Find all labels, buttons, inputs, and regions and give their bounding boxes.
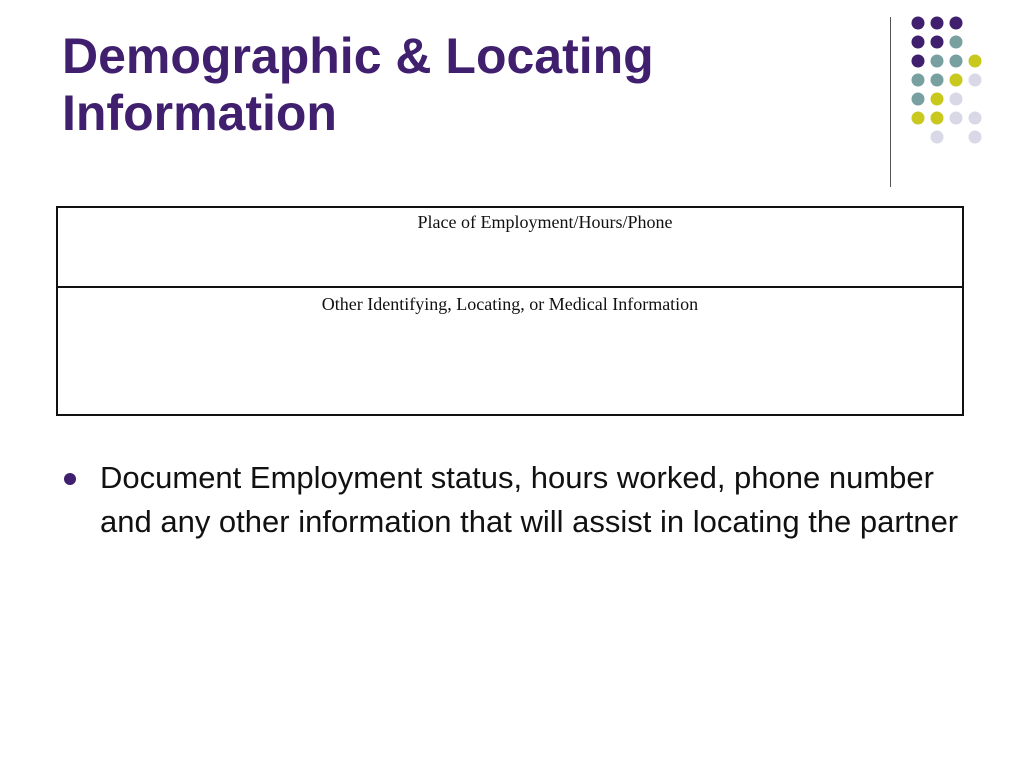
employment-row	[58, 208, 962, 288]
partner-info-form	[56, 206, 964, 416]
decorative-dot-olive	[931, 112, 944, 125]
decorative-dot-olive	[950, 74, 963, 87]
slide-title-line-2: Information	[62, 85, 337, 141]
slide-title	[62, 28, 842, 142]
decorative-dot-teal	[931, 55, 944, 68]
decorative-dot-olive	[969, 55, 982, 68]
decorative-dot-olive	[912, 112, 925, 125]
decorative-dot-olive	[931, 93, 944, 106]
bullet-text: Document Employment status, hours worked, phone number and any other information that will assist in locating the partner	[100, 460, 959, 539]
decorative-dot-lavender	[950, 112, 963, 125]
decorative-dot-teal	[950, 55, 963, 68]
decorative-dot-purple	[912, 36, 925, 49]
bullet-dot-icon	[64, 473, 76, 485]
decorative-dot-lavender	[950, 93, 963, 106]
employment-row-label: Place of Employment/Hours/Phone	[417, 212, 673, 232]
decorative-dot-teal	[912, 93, 925, 106]
decorative-dot-lavender	[969, 131, 982, 144]
other-info-row	[58, 288, 962, 414]
decorative-dot-lavender	[969, 74, 982, 87]
decorative-dot-teal	[931, 74, 944, 87]
other-info-row-label: Other Identifying, Locating, or Medical Information	[321, 294, 699, 314]
decorative-dot-teal	[950, 36, 963, 49]
decorative-dot-purple	[912, 55, 925, 68]
slide-title-line-1: Demographic & Locating	[62, 28, 654, 84]
decorative-dot-purple	[950, 17, 963, 30]
decorative-dot-teal	[912, 74, 925, 87]
title-divider-line	[890, 17, 891, 187]
decorative-dot-lavender	[969, 112, 982, 125]
decorative-dot-lavender	[931, 131, 944, 144]
decorative-dot-purple	[912, 17, 925, 30]
bullet-item	[62, 456, 982, 544]
bullet-list	[62, 456, 982, 544]
decorative-dot-purple	[931, 36, 944, 49]
decorative-dot-purple	[931, 17, 944, 30]
